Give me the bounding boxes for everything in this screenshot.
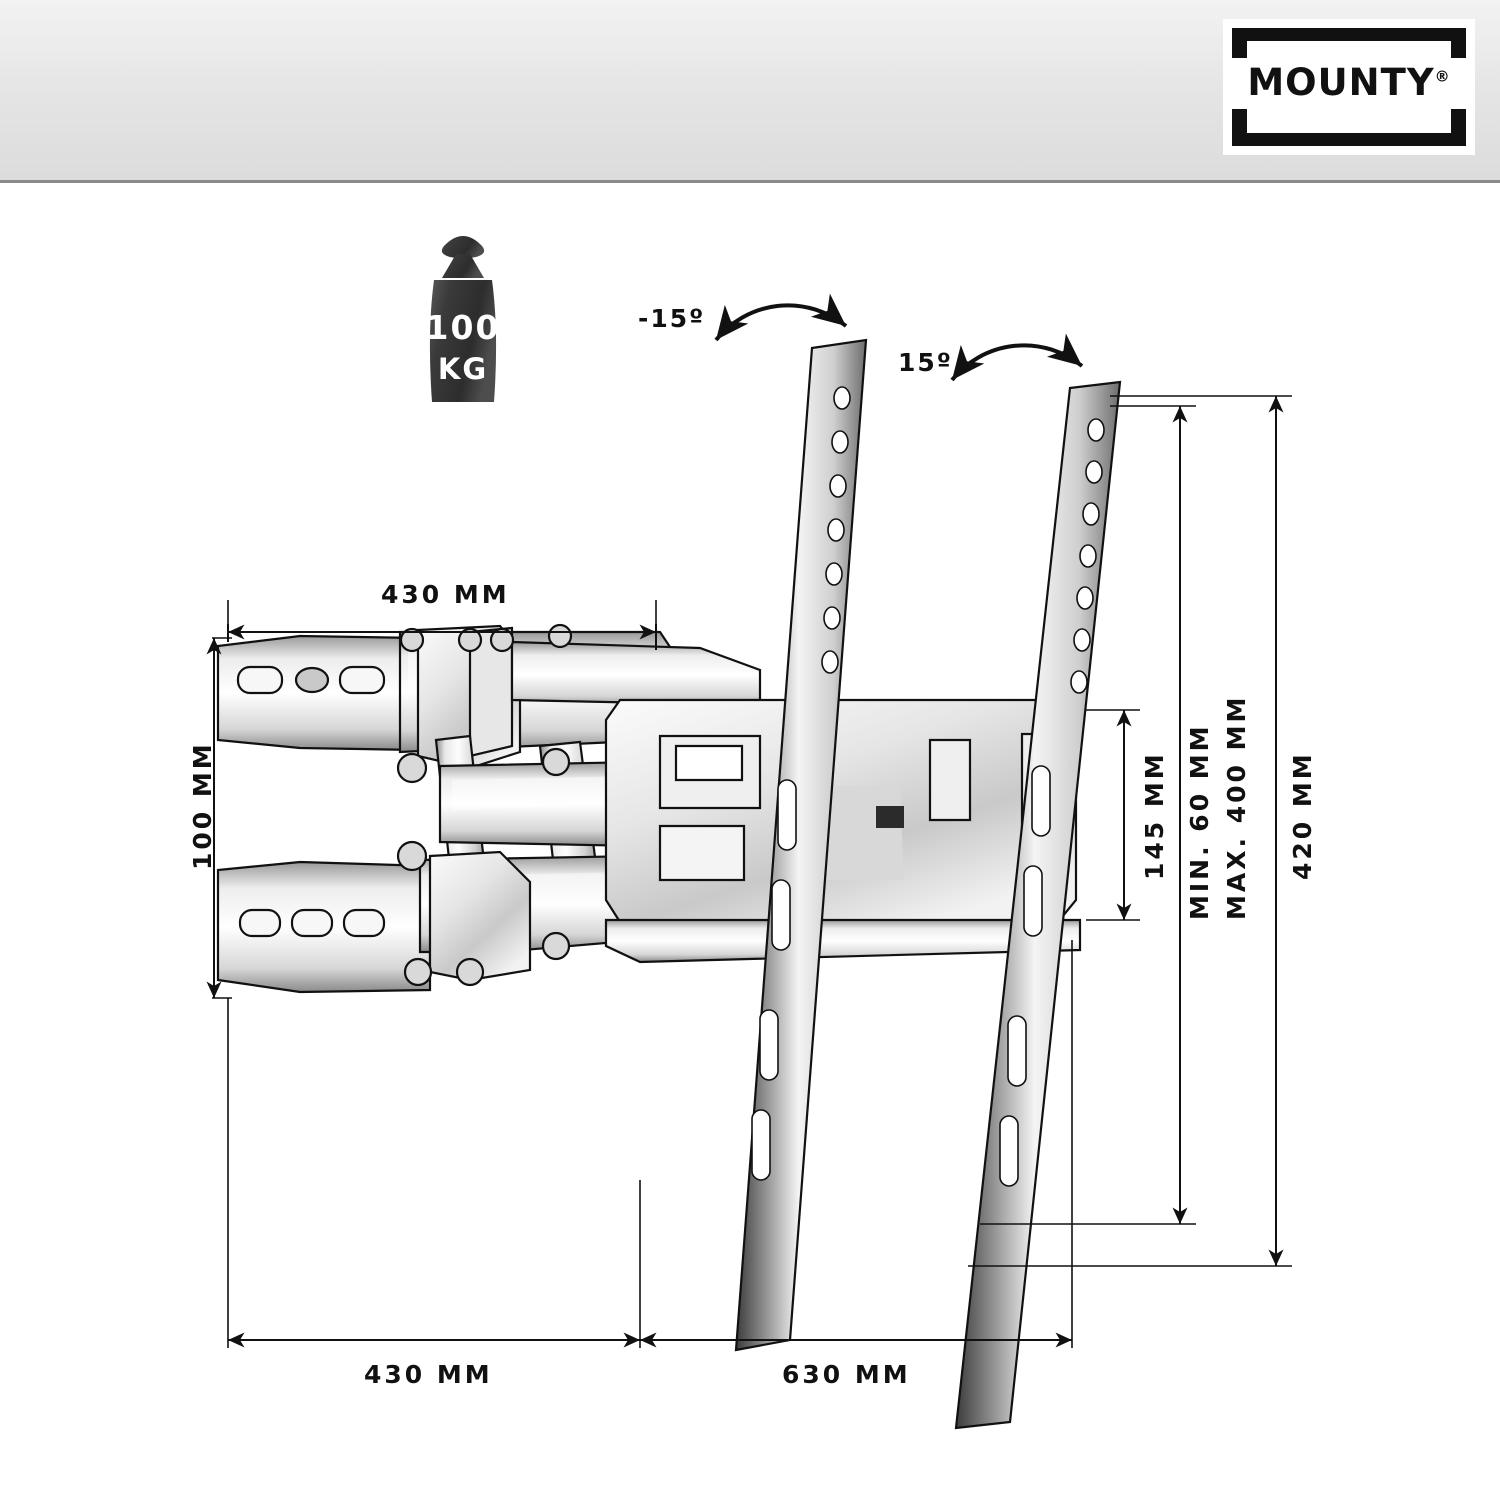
label-width-bottom-right: 630 MM: [782, 1360, 911, 1389]
label-depth-max: MAX. 400 MM: [1222, 694, 1251, 920]
brand-logo: [1226, 22, 1472, 152]
weight-value: 100: [425, 308, 501, 347]
label-height-145: 145 MM: [1140, 751, 1169, 880]
header-band: [0, 0, 1500, 183]
weight-capacity-icon: [398, 210, 528, 430]
label-depth-min: MIN. 60 MM: [1185, 723, 1214, 920]
registered-mark: ®: [1434, 67, 1451, 86]
label-height-total: 420 MM: [1288, 751, 1317, 880]
label-width-top: 430 MM: [381, 580, 510, 609]
label-tilt-down: 15º: [898, 348, 953, 377]
label-tilt-up: -15º: [638, 304, 706, 333]
technical-drawing: [0, 180, 1500, 1500]
brand-name-text: MOUNTY: [1247, 61, 1435, 104]
weight-unit: KG: [437, 352, 489, 386]
label-width-bottom-left: 430 MM: [364, 1360, 493, 1389]
label-height-left: 100 MM: [188, 741, 217, 870]
brand-wordmark: [1226, 58, 1472, 109]
dimension-lines: [0, 180, 1500, 1500]
